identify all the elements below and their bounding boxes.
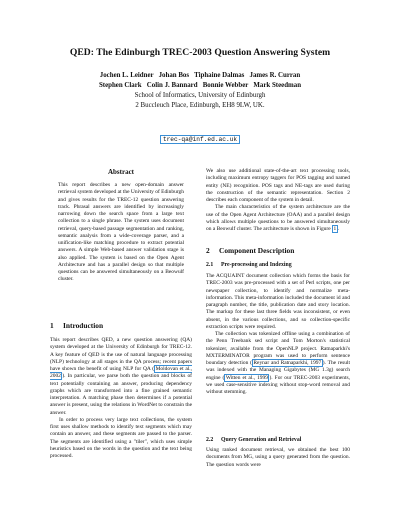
sub1-p2-text-b: ). The result was indexed with the Managing Gigabytes (MG 1.3g) search engine ( xyxy=(206,360,350,381)
subsection-2-2-title: Query Generation and Retrieval xyxy=(221,437,302,443)
subsection-2-2-heading xyxy=(206,437,350,443)
sub1-paragraph-1: The ACQUAINT document collection which forms the basis for TREC-2003 was pre-processed with a set of Perl scripts, one per newspaper collection, to identify and normalize meta-information. This meta-information included the document id and paragraph number, the title, publication date and story location. The markup for these last three fields was inconsistent, or even absent, in the various collections, and so collection-specific extraction scripts were required. xyxy=(206,273,350,330)
intro-paragraph-2: In order to process very large text collections, the system first uses shallow methods to identify text segments which may contain an answer, and these segments are passed to the parser. The segments are identified using a "tiler", which uses simple heuristics based on the words in the question and the text being processed. xyxy=(50,416,192,459)
authors-line-1: Jochen L. Leidner Johan Bos Tiphaine Dalmas James R. Curran xyxy=(99,72,301,79)
sub1-paragraph-2 xyxy=(206,331,350,396)
email-link[interactable]: trec-qa@inf.ed.ac.uk xyxy=(160,135,239,144)
citation-reynar[interactable]: Reynar and Ratnaparkhi, 1997 xyxy=(253,360,322,366)
affiliation-line-1: School of Informatics, University of Edinburgh xyxy=(134,92,266,99)
right-p2-text-b: . xyxy=(337,226,340,232)
right-paragraph-2 xyxy=(206,204,350,233)
figure-1-link[interactable]: 1 xyxy=(333,226,337,232)
subsection-2-1-heading xyxy=(206,262,350,268)
intro-p1-text-a: This report describes QED, a new question answering (QA) system developed at the University of Edinburgh for TREC-12. A key feature of QED is the use of natural language processing (NLP) technology at all stages in the QA process; recent papers have shown the benefit of using NLP for QA ( xyxy=(50,337,192,372)
citation-witten[interactable]: Witten et al., 1999 xyxy=(225,374,268,381)
subsection-2-1-title: Pre-processing and Indexing xyxy=(221,262,292,268)
author-list xyxy=(0,71,400,91)
affiliation-line-2: 2 Buccleuch Place, Edinburgh, EH8 9LW, UK. xyxy=(135,101,265,109)
abstract-text: This report describes a new open-domain answer retrieval system developed at the University of Edinburgh and gives results for the TREC-12 question answering track. Phrasal answers are identified by increasingly narrowing down the search space from a large text collection to a single phrase. The system uses document retrieval, query-based passage segmentation and ranking, semantic analysis from a wide-coverage parser, and a unification-like matching procedure to extract potential answers. A simple Web-based answer validation stage is also applied. The system is based on the Open Agent Architecture and has a parallel design so that multiple questions can be answered simultaneously on a Beowulf cluster. xyxy=(58,182,184,283)
section-1-number: 1 xyxy=(50,321,54,330)
email-container xyxy=(0,128,400,146)
section-2-title: Component Description xyxy=(219,246,295,255)
subsection-2-1-body xyxy=(206,273,350,396)
section-2-heading xyxy=(206,246,350,255)
authors-line-2: Stephen Clark Colin J. Bannard Bonnie Webber Mark Steedman xyxy=(98,82,302,90)
subsection-2-2-number: 2.2 xyxy=(206,437,214,443)
right-p2-text-a: The main characteristics of the system architecture are the use of the Open Agent Architecture (OAA) and a parallel design which allows multiple questions to be answered simultaneously on a Beowulf cluster. The architecture is shown in Figure xyxy=(206,204,350,232)
subsection-2-2-body xyxy=(206,447,350,469)
section-1-heading xyxy=(50,321,192,330)
citation-moldovan[interactable]: Moldovan et al., 2002 xyxy=(50,366,193,380)
right-column-intro xyxy=(206,168,350,233)
section-2-number: 2 xyxy=(206,246,210,255)
sub1-p2-text-a: The collection was tokenized offline using a combination of the Penn Treebank sed script and Tom Morton's statistical tokenizer, available from the OpenNLP project. Ratnaparkhi's MXTERMINATOR program was used to perform sentence boundary detection ( xyxy=(206,331,350,366)
affiliation xyxy=(0,91,400,110)
sub2-paragraph-1: Using ranked document retrieval, we obtained the best 100 documents from MG, using a query generated from the question. The question words were xyxy=(206,447,350,468)
right-paragraph-1: We also use additional state-of-the-art text processing tools, including maximum entropy taggers for POS tagging and named entity (NE) recognition. POS tags and NE-tags are used during the construction of the semantic representation. Section 2 describes each component of the system in detail. xyxy=(206,168,350,203)
intro-paragraph-1 xyxy=(50,337,192,417)
intro-p1-text-b: ). In particular, we parse both the question and blocks of text potentially containing an answer, producing dependency graphs which are transformed into a fine grained semantic interpretation. A matching phase then determines if a potential answer is present, using the relations in WordNet to constrain the answer. xyxy=(50,373,192,416)
paper-title: QED: The Edinburgh TREC-2003 Question Answering System xyxy=(69,47,331,58)
abstract-heading: Abstract xyxy=(107,168,135,176)
sub1-p2-text-c: ). For our TREC-2003 experiments, we used case-sensitive indexing without stop-word removal and without stemming. xyxy=(206,374,350,395)
subsection-2-1-number: 2.1 xyxy=(206,262,214,268)
section-1-title: Introduction xyxy=(63,321,104,330)
introduction-body xyxy=(50,337,192,460)
